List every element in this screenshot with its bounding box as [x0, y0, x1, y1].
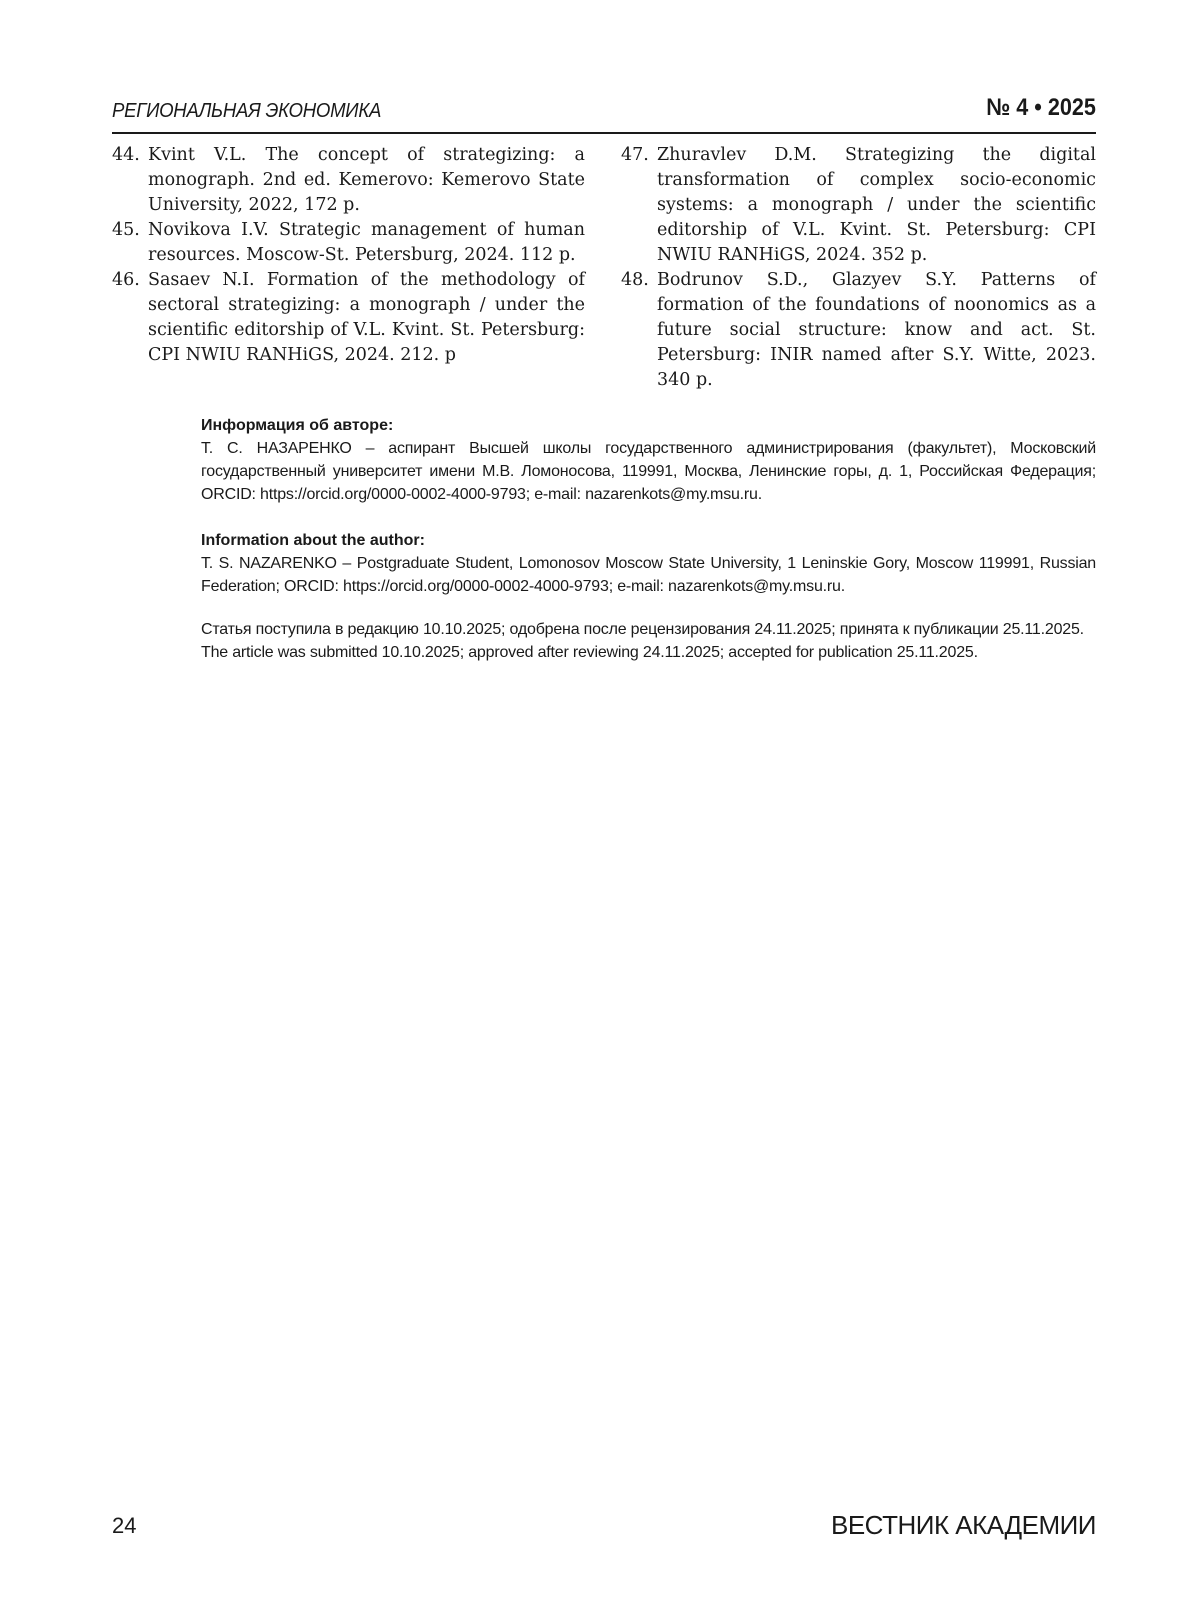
reference-item	[621, 143, 1096, 268]
reference-item	[112, 268, 585, 368]
author-info-english	[201, 529, 1096, 598]
reference-number: 45.	[112, 220, 140, 240]
reference-number: 47.	[621, 145, 649, 165]
reference-text: Novikova I.V. Strategic management of human resources. Moscow-St. Petersburg, 2024. 112 p.	[148, 220, 585, 265]
article-dates-english: The article was submitted 10.10.2025; approved after reviewing 24.11.2025; accepted for publication 25.11.2025.	[201, 644, 978, 661]
author-info-text: T. S. NAZARENKO – Postgraduate Student, Lomonosov Moscow State University, 1 Leninskie Gory, Moscow 119991, Russian Federation; ORCID: https://orcid.org/0000-0002-4000-9793; e-mail: nazarenkots@my.msu.ru.	[201, 555, 1096, 595]
page-number: 24	[112, 1513, 137, 1538]
author-info-text: Т. С. НАЗАРЕНКО – аспирант Высшей школы государственного администрирования (факультет), Московский государственный университет имени М.В. Ломоносова, 119991, Москва, Ленинские горы, д. 1, Российская Федерация; ORCID: https://orcid.org/0000-0002-4000-9793; e-mail: nazarenkots@my.msu.ru.	[201, 440, 1096, 503]
reference-item	[112, 218, 585, 268]
references-right-column	[621, 143, 1096, 393]
reference-item	[112, 143, 585, 218]
author-info-heading: Информация об авторе:	[201, 417, 394, 434]
issue-number: № 4 • 2025	[986, 94, 1096, 121]
reference-text: Kvint V.L. The concept of strategizing: a monograph. 2nd ed. Kemerovo: Kemerovo State University, 2022, 172 p.	[148, 145, 585, 215]
reference-text: Zhuravlev D.M. Strategizing the digital transformation of complex socio-economic systems: a monograph / under the scientific editorship of V.L. Kvint. St. Petersburg: CPI NWIU RANHiGS, 2024. 352 p.	[657, 145, 1096, 265]
footer-journal-name: ВЕСТНИК АКАДЕМИИ	[831, 1510, 1096, 1540]
reference-number: 48.	[621, 270, 649, 290]
article-dates	[201, 618, 1096, 664]
reference-number: 46.	[112, 270, 140, 290]
references-left-column	[112, 143, 585, 368]
reference-number: 44.	[112, 145, 140, 165]
reference-item	[621, 268, 1096, 393]
journal-section-title: РЕГИОНАЛЬНАЯ ЭКОНОМИКА	[112, 100, 382, 122]
author-info-russian	[201, 414, 1096, 506]
reference-text: Sasaev N.I. Formation of the methodology of sectoral strategizing: a monograph / under the scientific editorship of V.L. Kvint. St. Petersburg: CPI NWIU RANHiGS, 2024. 212. p	[148, 270, 585, 365]
running-header	[112, 96, 1096, 134]
author-info-heading: Information about the author:	[201, 532, 425, 549]
article-dates-russian: Статья поступила в редакцию 10.10.2025; одобрена после рецензирования 24.11.2025; принята к публикации 25.11.2025.	[201, 621, 1084, 638]
reference-text: Bodrunov S.D., Glazyev S.Y. Patterns of formation of the foundations of noonomics as a future social structure: know and act. St. Petersburg: INIR named after S.Y. Witte, 2023. 340 p.	[657, 270, 1096, 390]
